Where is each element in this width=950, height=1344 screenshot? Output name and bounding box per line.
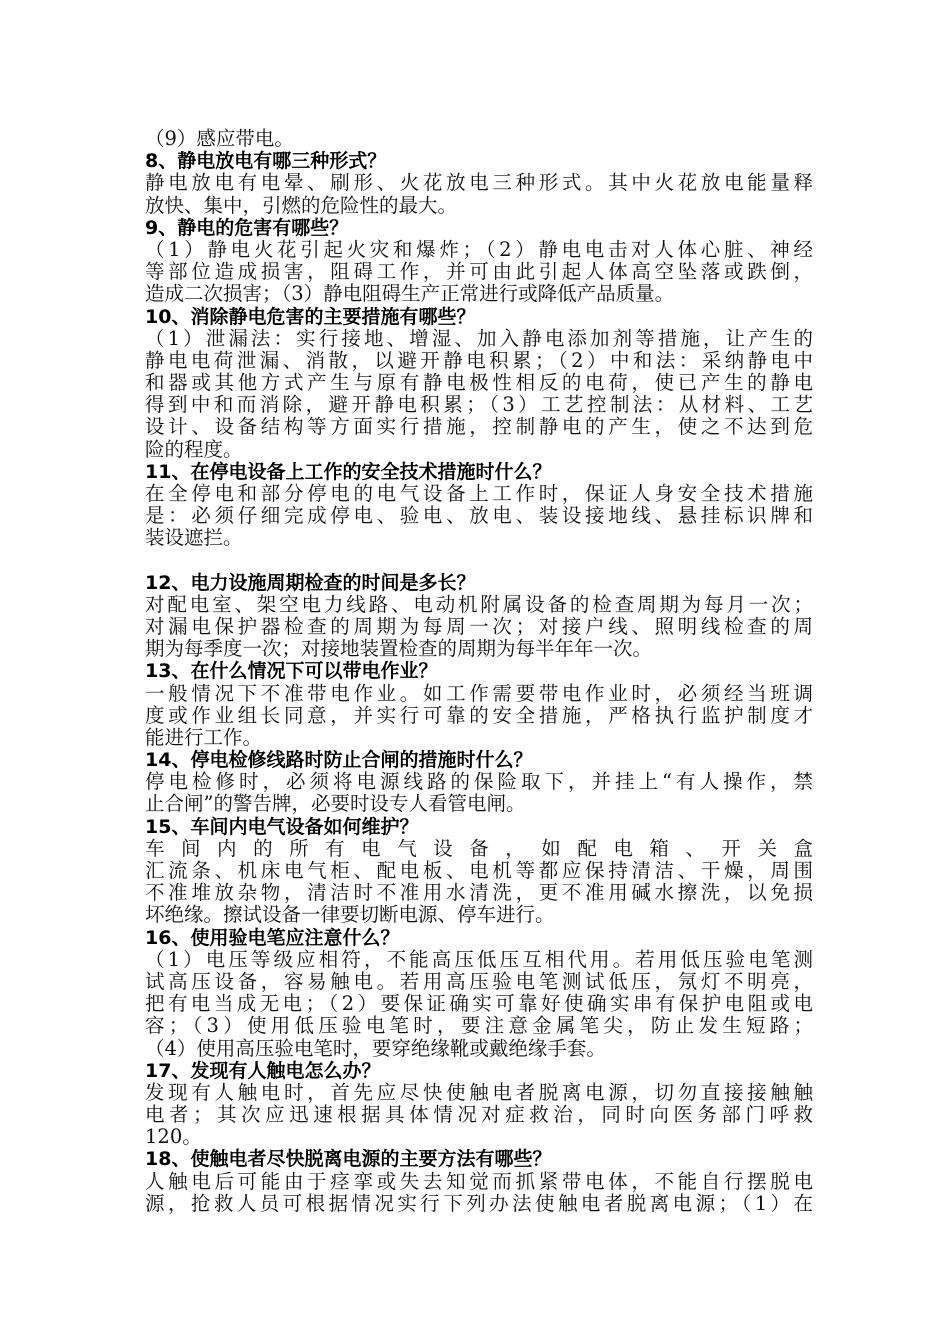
qa-section (145, 217, 813, 306)
qa-section (145, 927, 813, 1060)
question-heading: 8、静电放电有哪三种形式？ (145, 150, 387, 173)
qa-section (145, 306, 813, 461)
answer-line: 静电放电有电晕、刷形、火花放电三种形式。其中火花放电能量释 (145, 172, 813, 195)
answer-line: 得到中和而消除，避开静电积累；（3）工艺控制法：从材料、工艺 (145, 394, 813, 417)
qa-section (145, 749, 813, 816)
qa-section (145, 660, 813, 749)
answer-line: 电者；其次应迅速根据具体情况对症救治，同时向医务部门呼救 (145, 1104, 813, 1127)
answer-line: 一般情况下不准带电作业。如工作需要带电作业时，必须经当班调 (145, 682, 813, 705)
qa-section (145, 816, 813, 927)
answer-line: 设计、设备结构等方面实行措施，控制静电的产生，使之不达到危 (145, 416, 813, 439)
answer-line: 试高压设备，容易触电。若用高压验电笔测试低压，氖灯不明亮， (145, 970, 813, 993)
question-heading: 16、使用验电笔应注意什么？ (145, 926, 400, 949)
answer-line: （1）静电火花引起火灾和爆炸；（2）静电电击对人体心脏、神经 (145, 238, 813, 261)
answer-line: 源，抢救人员可根据情况实行下列办法使触电者脱离电源；（1）在 (145, 1192, 813, 1215)
answer-line: 险的程度。 (145, 438, 243, 461)
answer-line: （9）感应带电。 (145, 128, 294, 150)
question-heading: 18、使触电者尽快脱离电源的主要方法有哪些？ (145, 1148, 552, 1171)
answer-line: 人触电后可能由于痉挛或失去知觉而抓紧带电体，不能自行摆脱电 (145, 1170, 813, 1193)
answer-line: 在全停电和部分停电的电气设备上工作时，保证人身安全技术措施 (145, 483, 813, 505)
answer-line: 度或作业组长同意，并实行可靠的安全措施，严格执行监护制度才 (145, 704, 813, 727)
answer-line: 汇流条、机床电气柜、配电板、电机等都应保持清洁、干燥，周围 (145, 860, 813, 882)
question-heading: 10、消除静电危害的主要措施有哪些？ (145, 305, 476, 328)
qa-section (145, 572, 813, 661)
answer-line: （1）泄漏法：实行接地、增湿、加入静电添加剂等措施，让产生的 (145, 327, 813, 350)
answer-line: 坏绝缘。擦试设备一律要切断电源、停车进行。 (145, 904, 555, 927)
answer-line: 期为每季度一次；对接地装置检查的周期为每半年年一次。 (145, 638, 653, 661)
answer-line: 静电电荷泄漏、消散，以避开静电积累；（2）中和法：采纳静电中 (145, 349, 813, 372)
answer-line: 造成二次损害；（3）静电阻碍生产正常进行或降低产品质量。 (145, 283, 675, 306)
answer-line: 等部位造成损害，阻碍工作，并可由此引起人体高空坠落或跌倒， (145, 261, 813, 284)
answer-line: 装设遮拦。 (145, 527, 243, 550)
answer-line: 停电检修时，必须将电源线路的保险取下，并挂上“有人操作，禁 (145, 771, 813, 794)
answer-line: （4）使用高压验电笔时，要穿绝缘靴或戴绝缘手套。 (145, 1037, 606, 1060)
question-heading: 17、发现有人触电怎么办？ (145, 1059, 381, 1082)
answer-line: 容；（3）使用低压验电笔时，要注意金属笔尖，防止发生短路； (145, 1015, 813, 1038)
qa-section (145, 1060, 813, 1149)
qa-section (145, 150, 813, 217)
document-body (145, 128, 813, 1215)
question-heading: 13、在什么情况下可以带电作业？ (145, 660, 438, 683)
question-heading: 11、在停电设备上工作的安全技术措施时什么？ (145, 460, 552, 483)
question-heading: 12、电力设施周期检查的时间是多长？ (145, 571, 476, 594)
answer-line: 发现有人触电时，首先应尽快使触电者脱离电源，切勿直接接触触 (145, 1081, 813, 1104)
answer-line: 对漏电保护器检查的周期为每周一次；对接户线、照明线检查的周 (145, 615, 813, 638)
qa-section (145, 461, 813, 550)
answer-line: 和器或其他方式产生与原有静电极性相反的电荷，使已产生的静电 (145, 372, 813, 395)
answer-line: 止合闸”的警告牌，必要时设专人看管电闸。 (145, 793, 526, 816)
answer-line: 车间内的所有电气设备，如配电箱、开关盒 (145, 837, 813, 860)
answer-line: 不准堆放杂物，清洁时不准用水清洗，更不准用碱水擦洗，以免损 (145, 882, 813, 905)
answer-line: 对配电室、架空电力线路、电动机附属设备的检查周期为每月一次； (145, 593, 813, 616)
question-heading: 9、静电的危害有哪些？ (145, 216, 349, 239)
answer-line: 是：必须仔细完成停电、验电、放电、装设接地线、悬挂标识牌和 (145, 505, 813, 528)
answer-line: 把有电当成无电；（2）要保证确实可靠好使确实串有保护电阻或电 (145, 993, 813, 1016)
qa-section (145, 128, 813, 150)
answer-line: 能进行工作。 (145, 726, 263, 749)
answer-line: 放快、集中，引燃的危险性的最大。 (145, 194, 458, 217)
question-heading: 15、车间内电气设备如何维护？ (145, 815, 419, 838)
question-heading: 14、停电检修线路时防止合闸的措施时什么？ (145, 749, 533, 772)
answer-line: （1）电压等级应相符，不能高压低压互相代用。若用低压验电笔测 (145, 948, 813, 971)
answer-line: 120。 (145, 1126, 202, 1149)
qa-section (145, 1148, 813, 1215)
blank-line (145, 550, 813, 572)
